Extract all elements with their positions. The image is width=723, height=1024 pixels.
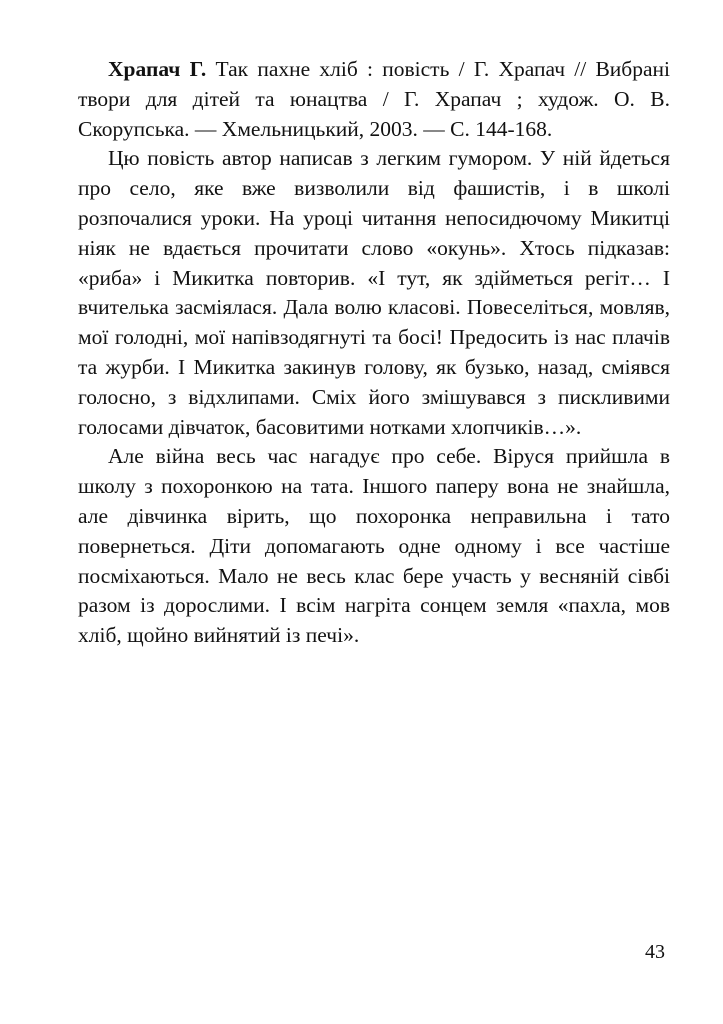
text-block <box>78 55 670 651</box>
page-number: 43 <box>645 941 665 963</box>
entry-citation: Так пахне хліб : повість / Г. Храпач // Вибрані твори для дітей та юнацтва / Г. Храпач ; худож. О. В. Скорупська. — Хмельницький, 2003. — С. 144-168. <box>78 57 670 141</box>
summary-paragraph-2: Але війна весь час нагадує про себе. Віруся прийшла в школу з похоронкою на тата. Іншого паперу вона не знайшла, але дівчинка вірить, що похоронка неправильна і тато повернеться. Діти допомагають одне одному і все частіше посміхаються. Мало не весь клас бере участь у весняній сівбі разом із дорослими. І всім нагріта сонцем земля «пахла, мов хліб, щойно вийнятий із печі». <box>78 444 670 648</box>
bibliographic-entry <box>78 55 670 144</box>
summary-paragraph-1: Цю повість автор написав з легким гумором. У ній йдеться про село, яке вже визволили від фашистів, і в школі розпочалися уроки. На уроці читання непосидючому Микитці ніяк не вдається прочитати слово «окунь». Хтось підказав: «риба» і Микитка повторив. «І тут, як здійметься регіт… І вчителька засміялася. Дала волю класові. Повеселіться, мовляв, мої голодні, мої напівзодягнуті та босі! Предосить із нас плачів та журби. І Микитка закинув голову, як бузько, назад, сміявся голосно, з відхлипами. Сміх його змішувався з пискливими голосами дівчаток, басовитими нотками хлопчиків…». <box>78 146 670 439</box>
entry-author: Храпач Г. <box>108 57 207 81</box>
